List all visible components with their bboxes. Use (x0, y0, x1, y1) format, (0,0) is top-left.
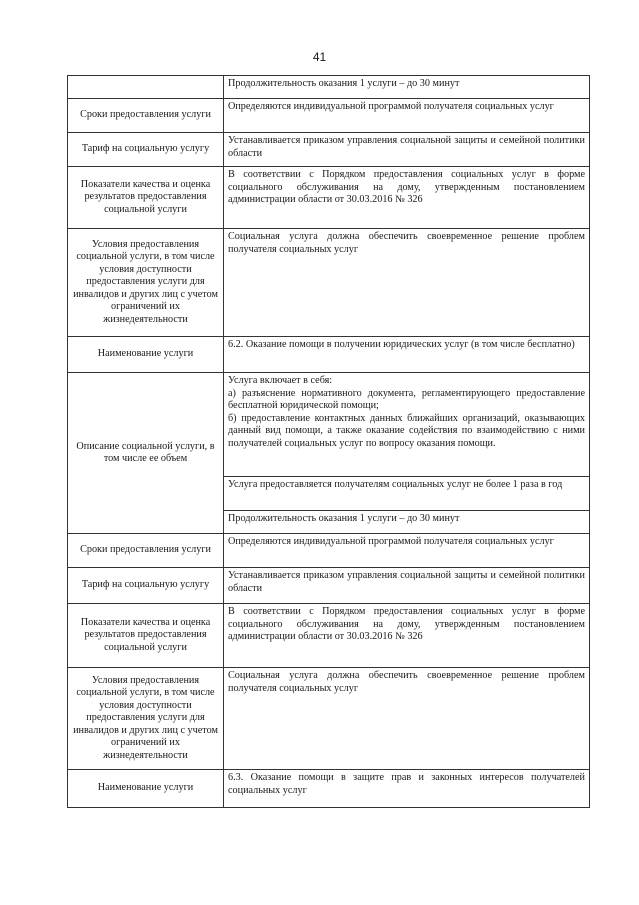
conditions-value: Социальная услуга должна обеспечить своевременное решение проблем получателя социальных услуг (224, 229, 590, 337)
table-row (68, 167, 590, 229)
table-row (68, 668, 590, 770)
service-name-label: Наименование услуги (68, 770, 224, 808)
tarif-label: Тариф на социальную услугу (68, 133, 224, 167)
description-value: Услуга включает в себя: а) разъяснение нормативного документа, регламентирующего предоставление бесплатной юридической помощи; б) предоставление контактных данных ближайших организаций, оказывающих данный вид помощи, а также оказание содействия по взаимодействию с ними получателей социальных услуг по вопросу оказания помощи. (224, 373, 590, 477)
sroki-value: Определяются индивидуальной программой получателя социальных услуг (224, 534, 590, 568)
conditions-label: Условия предоставления социальной услуги, в том числе условия доступности предоставления услуги для инвалидов и других лиц с учетом ограничений их жизнедеятельности (68, 668, 224, 770)
table-row (68, 99, 590, 133)
table-row (68, 604, 590, 668)
table-row (68, 373, 590, 477)
quality-label: Показатели качества и оценка результатов предоставления социальной услуги (68, 167, 224, 229)
conditions-label: Условия предоставления социальной услуги, в том числе условия доступности предоставления услуги для инвалидов и других лиц с учетом ограничений их жизнедеятельности (68, 229, 224, 337)
table-row (68, 76, 590, 99)
duration-value: Продолжительность оказания 1 услуги – до 30 минут (224, 511, 590, 534)
tarif-value: Устанавливается приказом управления социальной защиты и семейной политики области (224, 568, 590, 604)
sroki-label: Сроки предоставления услуги (68, 534, 224, 568)
table-row (68, 133, 590, 167)
services-table (67, 75, 590, 808)
table-row (68, 770, 590, 808)
conditions-value: Социальная услуга должна обеспечить своевременное решение проблем получателя социальных услуг (224, 668, 590, 770)
empty-label-cell (68, 76, 224, 99)
frequency-value: Услуга предоставляется получателям социальных услуг не более 1 раза в год (224, 477, 590, 511)
service-name-label: Наименование услуги (68, 337, 224, 373)
service-name-value: 6.2. Оказание помощи в получении юридических услуг (в том числе бесплатно) (224, 337, 590, 373)
quality-label: Показатели качества и оценка результатов предоставления социальной услуги (68, 604, 224, 668)
table-row (68, 534, 590, 568)
quality-value: В соответствии с Порядком предоставления социальных услуг в форме социального обслуживания на дому, утвержденным постановлением администрации области от 30.03.2016 № 326 (224, 604, 590, 668)
tarif-label: Тариф на социальную услугу (68, 568, 224, 604)
service-name-value: 6.3. Оказание помощи в защите прав и законных интересов получателей социальных услуг (224, 770, 590, 808)
tarif-value: Устанавливается приказом управления социальной защиты и семейной политики области (224, 133, 590, 167)
table-row (68, 229, 590, 337)
description-label: Описание социальной услуги, в том числе ее объем (68, 373, 224, 534)
duration-value: Продолжительность оказания 1 услуги – до 30 минут (224, 76, 590, 99)
sroki-value: Определяются индивидуальной программой получателя социальных услуг (224, 99, 590, 133)
table-row (68, 568, 590, 604)
table-row (68, 337, 590, 373)
page-number: 41 (312, 50, 327, 64)
quality-value: В соответствии с Порядком предоставления социальных услуг в форме социального обслуживания на дому, утвержденным постановлением администрации области от 30.03.2016 № 326 (224, 167, 590, 229)
sroki-label: Сроки предоставления услуги (68, 99, 224, 133)
